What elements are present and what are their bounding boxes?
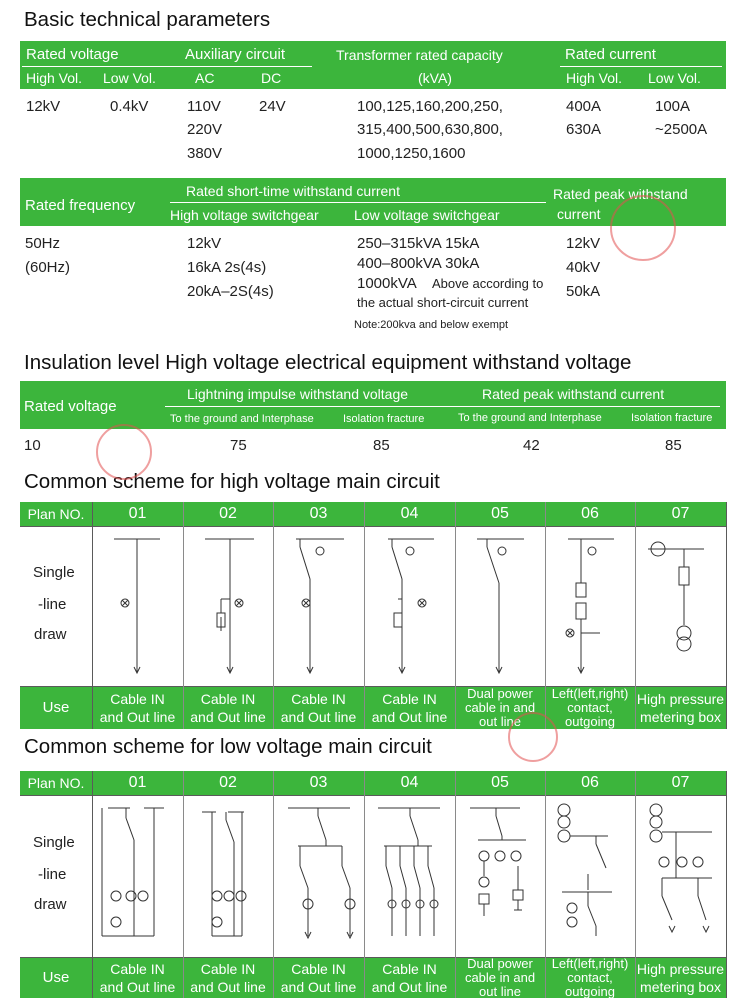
val-transformer: 1000,1250,1600 bbox=[357, 145, 466, 162]
hdr-dc: DC bbox=[261, 70, 282, 86]
val-ground1: 75 bbox=[230, 437, 247, 454]
use-line: Dual power bbox=[467, 955, 533, 971]
watermark-stamp bbox=[508, 712, 558, 762]
use-line: and Out line bbox=[190, 978, 266, 995]
use-line: Left(left,right) bbox=[551, 685, 629, 701]
lv-single-line: Single bbox=[33, 834, 75, 851]
use-line: cable in and bbox=[464, 969, 536, 985]
lv-plan-01: 01 bbox=[128, 774, 147, 791]
use-line: and Out line bbox=[99, 708, 176, 725]
use-line: Cable IN bbox=[291, 960, 346, 977]
divider bbox=[560, 66, 722, 67]
hv-diagram-02 bbox=[205, 539, 254, 673]
val-hv: 16kA 2s(4s) bbox=[187, 259, 267, 276]
lv-diagram-03 bbox=[288, 808, 355, 938]
hdr-current: current bbox=[557, 206, 601, 222]
use-line: Cable IN bbox=[200, 690, 256, 707]
val-hv: 20kA–2S(4s) bbox=[187, 283, 274, 300]
val-ac: 220V bbox=[187, 121, 223, 138]
hv-use-06 bbox=[545, 686, 635, 729]
hdr-isolation1: Isolation fracture bbox=[343, 413, 425, 425]
hv-plan-01: 01 bbox=[128, 505, 147, 522]
val-ac: 380V bbox=[187, 145, 223, 162]
hdr-low-vol: Low Vol. bbox=[103, 70, 156, 86]
use-line: and Out line bbox=[280, 708, 357, 725]
lv-plan-label: Plan NO. bbox=[27, 775, 85, 791]
hdr-kva: (kVA) bbox=[418, 70, 452, 86]
hv-use-03 bbox=[273, 686, 364, 729]
hv-use-04 bbox=[364, 686, 455, 729]
hv-use-02 bbox=[183, 686, 273, 729]
use-line: and Out line bbox=[371, 978, 448, 995]
hdr-rated-current: Rated current bbox=[565, 46, 656, 63]
hv-plan-05: 05 bbox=[491, 505, 509, 522]
val-rc-high: 630A bbox=[566, 121, 602, 138]
lv-diagrams bbox=[92, 796, 726, 957]
hv-use-label: Use bbox=[42, 698, 70, 716]
use-line: Cable IN bbox=[382, 960, 437, 977]
hdr-ground2: To the ground and Interphase bbox=[458, 412, 602, 424]
lv-scheme-title: Common scheme for low voltage main circuit bbox=[24, 735, 432, 758]
use-line: metering box bbox=[640, 708, 721, 725]
hv-scheme-title: Common scheme for high voltage main circuit bbox=[24, 470, 440, 493]
val-lv: 400–800kVA 30kA bbox=[357, 255, 480, 272]
use-line: and Out line bbox=[280, 978, 357, 995]
lv-single-line: -line bbox=[38, 866, 67, 883]
hv-plan-07: 07 bbox=[671, 505, 690, 522]
divider bbox=[165, 406, 720, 407]
val-ac: 110V bbox=[187, 98, 221, 115]
watermark-stamp bbox=[96, 424, 152, 480]
lv-diagram-02 bbox=[202, 812, 246, 936]
val-rc-low: 100A bbox=[655, 98, 691, 115]
use-line: Left(left,right) bbox=[551, 955, 629, 971]
hv-use-01 bbox=[92, 686, 183, 729]
val-lv: 1000kVA bbox=[357, 275, 417, 292]
hv-diagram-07 bbox=[648, 542, 704, 651]
val-rc-high: 400A bbox=[566, 98, 602, 115]
use-line: Dual power bbox=[467, 685, 533, 701]
lv-single-line: draw bbox=[34, 896, 67, 913]
hv-diagram-04 bbox=[388, 539, 434, 673]
hdr-ground1: To the ground and Interphase bbox=[170, 413, 314, 425]
val-hv: 12kV bbox=[187, 235, 222, 252]
val-peak: 40kV bbox=[566, 259, 601, 276]
hdr-rated-voltage: Rated voltage bbox=[26, 46, 119, 63]
val-freq: (60Hz) bbox=[25, 259, 71, 276]
hdr-ins-peak: Rated peak withstand current bbox=[482, 386, 665, 402]
hv-plan-label: Plan NO. bbox=[27, 506, 85, 522]
hdr-hv-switchgear: High voltage switchgear bbox=[170, 207, 319, 223]
lv-plan-03: 03 bbox=[309, 774, 328, 791]
val-rc-low: ~2500A bbox=[655, 121, 708, 138]
hdr-rc-high: High Vol. bbox=[566, 70, 623, 86]
use-line: Cable IN bbox=[382, 690, 437, 707]
hv-use-07 bbox=[635, 686, 726, 729]
lv-plan-06: 06 bbox=[581, 774, 599, 791]
use-line: High pressure bbox=[636, 690, 725, 707]
use-line: out line bbox=[479, 713, 521, 729]
val-peak: 50kA bbox=[566, 283, 601, 300]
use-line: Cable IN bbox=[110, 690, 165, 707]
val-freq: 50Hz bbox=[25, 235, 61, 252]
lv-diagram-04 bbox=[378, 808, 440, 936]
hdr-ins-rated-voltage: Rated voltage bbox=[24, 398, 117, 415]
hv-diagram-03 bbox=[296, 539, 344, 673]
val-lv: 250–315kVA 15kA bbox=[357, 235, 480, 252]
lv-use-01 bbox=[92, 957, 183, 998]
lv-use-07 bbox=[635, 957, 726, 998]
hdr-high-vol: High Vol. bbox=[26, 70, 83, 86]
hv-diagrams bbox=[92, 527, 726, 686]
use-line: outgoing bbox=[565, 983, 615, 999]
use-line: and Out line bbox=[371, 708, 448, 725]
hdr-short-time: Rated short-time withstand current bbox=[186, 183, 400, 199]
use-line: and Out line bbox=[99, 978, 176, 995]
use-line: Cable IN bbox=[291, 690, 346, 707]
lv-use-06 bbox=[545, 957, 635, 998]
hv-plan-03: 03 bbox=[309, 505, 328, 522]
use-line: outgoing bbox=[565, 713, 615, 729]
hdr-rated-frequency: Rated frequency bbox=[25, 197, 136, 214]
lv-diagram-05 bbox=[470, 808, 526, 916]
divider bbox=[170, 202, 546, 203]
val-lv: Above according to bbox=[432, 276, 544, 291]
use-line: High pressure bbox=[636, 960, 725, 977]
val-ground2: 42 bbox=[523, 437, 540, 454]
grid-line bbox=[726, 502, 727, 729]
lv-diagram-01 bbox=[102, 808, 164, 936]
lv-use-03 bbox=[273, 957, 364, 998]
watermark-stamp bbox=[610, 195, 676, 261]
lv-use-label: Use bbox=[42, 968, 70, 986]
use-line: Cable IN bbox=[110, 960, 165, 977]
use-line: metering box bbox=[640, 978, 721, 995]
hv-plan-06: 06 bbox=[581, 505, 599, 522]
val-dc: 24V bbox=[259, 98, 286, 115]
hv-plan-02: 02 bbox=[219, 505, 237, 522]
val-high-vol: 12kV bbox=[26, 98, 61, 115]
hdr-isolation2: Isolation fracture bbox=[631, 412, 713, 424]
grid-line bbox=[726, 771, 727, 998]
hv-single-line: Single bbox=[33, 564, 75, 581]
hv-single-line: draw bbox=[34, 626, 67, 643]
use-line: contact, bbox=[567, 699, 613, 715]
lv-diagram-07 bbox=[650, 804, 712, 932]
val-lv: the actual short-circuit current bbox=[357, 295, 529, 310]
use-line: contact, bbox=[567, 969, 613, 985]
hdr-lv-switchgear: Low voltage switchgear bbox=[354, 207, 500, 223]
use-line: out line bbox=[479, 983, 521, 999]
lv-diagram-06 bbox=[558, 804, 612, 936]
hdr-transformer: Transformer rated capacity bbox=[336, 47, 503, 63]
hdr-aux: Auxiliary circuit bbox=[185, 46, 286, 63]
hdr-lightning: Lightning impulse withstand voltage bbox=[187, 386, 409, 402]
val-transformer: 315,400,500,630,800, bbox=[357, 121, 503, 138]
divider bbox=[22, 66, 312, 67]
lv-plan-02: 02 bbox=[219, 774, 237, 791]
use-line: Cable IN bbox=[200, 960, 256, 977]
hdr-peak: Rated peak withstand bbox=[553, 186, 688, 202]
insulation-title: Insulation level High voltage electrical equipment withstand voltage bbox=[24, 351, 632, 374]
hv-diagram-05 bbox=[477, 539, 524, 673]
lv-use-05 bbox=[455, 957, 545, 998]
hdr-ac: AC bbox=[195, 70, 215, 86]
hdr-rc-low: Low Vol. bbox=[648, 70, 701, 86]
basic-title: Basic technical parameters bbox=[24, 8, 271, 31]
val-isolation1: 85 bbox=[373, 437, 390, 454]
use-line: and Out line bbox=[190, 708, 266, 725]
hv-diagram-01 bbox=[114, 539, 160, 673]
val-isolation2: 85 bbox=[665, 437, 682, 454]
lv-use-02 bbox=[183, 957, 273, 998]
val-low-vol: 0.4kV bbox=[110, 98, 149, 115]
val-ins-rated-voltage: 10 bbox=[24, 437, 41, 454]
lv-plan-05: 05 bbox=[491, 774, 509, 791]
hv-diagram-06 bbox=[566, 539, 614, 673]
val-transformer: 100,125,160,200,250, bbox=[357, 98, 503, 115]
lv-plan-07: 07 bbox=[671, 774, 690, 791]
lv-plan-04: 04 bbox=[400, 774, 419, 791]
hv-plan-04: 04 bbox=[400, 505, 419, 522]
note: Note:200kva and below exempt bbox=[354, 319, 509, 331]
lv-use-04 bbox=[364, 957, 455, 998]
hv-single-line: -line bbox=[38, 596, 67, 613]
val-peak: 12kV bbox=[566, 235, 601, 252]
use-line: cable in and bbox=[464, 699, 536, 715]
